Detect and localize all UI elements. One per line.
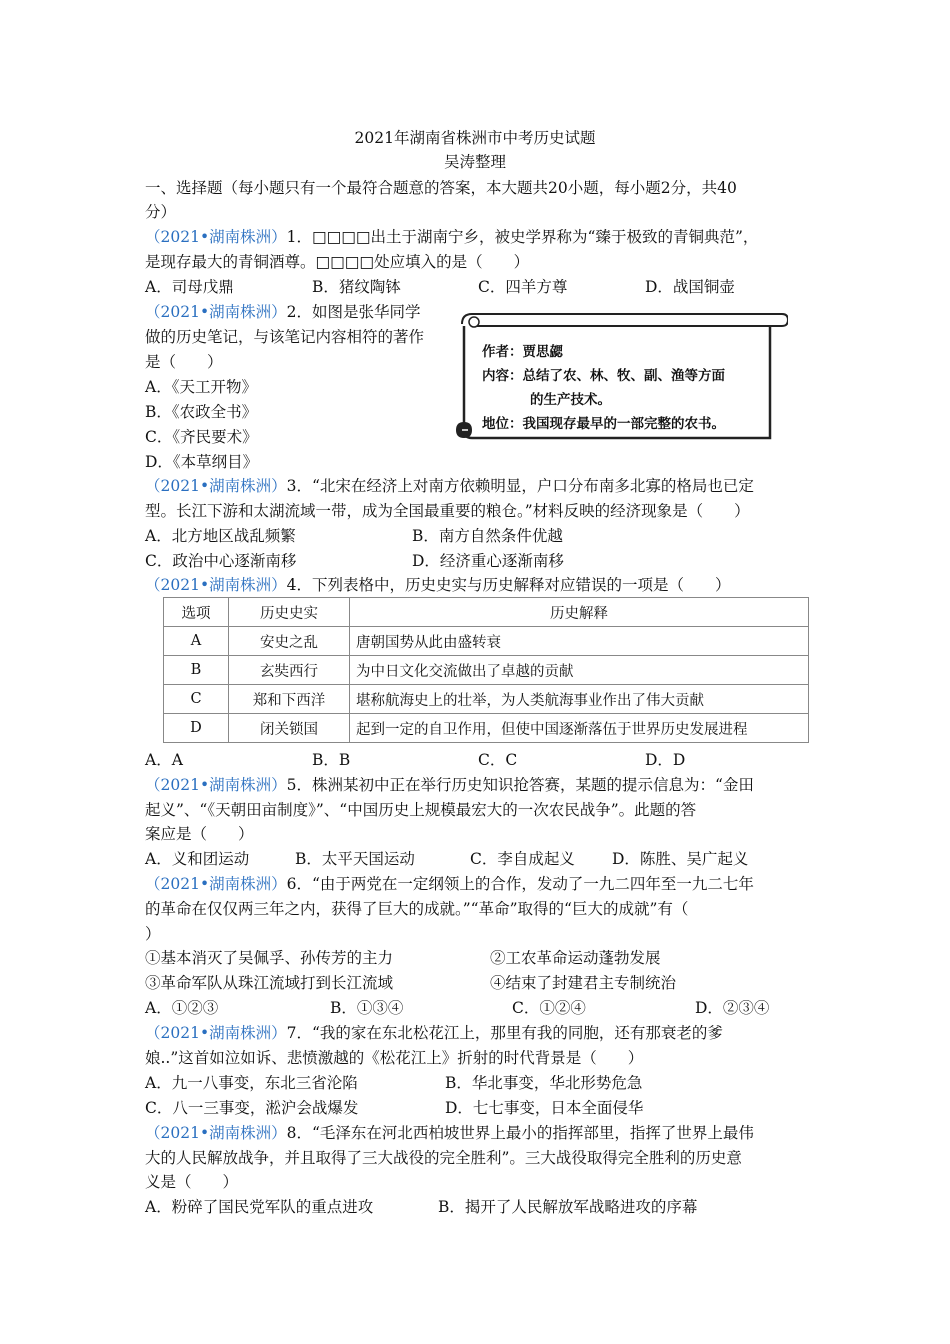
source-tag: （2021•湖南株洲） (145, 303, 287, 321)
page-title: 2021年湖南省株洲市中考历史试题 (354, 129, 596, 147)
q5-option-a: A．义和团运动 (145, 850, 250, 868)
q1-option-d: D．战国铜壶 (645, 278, 735, 296)
history-note-card (452, 310, 788, 440)
question-3 (145, 474, 815, 498)
q8-option-a: A．粉碎了国民党军队的重点进攻 (145, 1198, 374, 1216)
q7-option-c: C．八一三事变，淞沪会战爆发 (145, 1099, 359, 1117)
table-cell: D (164, 714, 229, 743)
table-cell: 玄奘西行 (229, 656, 350, 685)
table-row (164, 714, 809, 743)
section-heading-cont: 分） (145, 203, 177, 221)
table-cell: 安史之乱 (229, 627, 350, 656)
card-author: 作者：贾思勰 (482, 344, 563, 360)
q4-option-c: C．C (478, 751, 518, 769)
question-2-text-cont: 是（ ） (145, 353, 223, 371)
card-content: 内容：总结了农、林、牧、副、渔等方面 (482, 368, 725, 384)
history-table (163, 597, 809, 743)
source-tag: （2021•湖南株洲） (145, 875, 287, 893)
table-cell: 堪称航海史上的壮举，为人类航海事业作出了伟大贡献 (350, 685, 809, 714)
source-tag: （2021•湖南株洲） (145, 1124, 287, 1142)
table-cell: 起到一定的自卫作用，但使中国逐渐落伍于世界历史发展进程 (350, 714, 809, 743)
q2-option-b: B．《农政全书》 (145, 403, 258, 421)
q4-option-b: B．B (312, 751, 351, 769)
q8-option-b: B．揭开了人民解放军战略进攻的序幕 (438, 1198, 698, 1216)
question-7-text-cont: 娘..”这首如泣如诉、悲愤激越的《松花江上》折射的时代背景是（ ） (145, 1049, 644, 1067)
question-6-text: 6．“由于两党在一定纲领上的合作，发动了一九二四年至一九二七年 (286, 875, 754, 893)
table-row (164, 685, 809, 714)
source-tag: （2021•湖南株洲） (145, 776, 287, 794)
q7-option-d: D．七七事变，日本全面侵华 (445, 1099, 644, 1117)
q6-statement-2: ②工农革命运动蓬勃发展 (490, 949, 661, 967)
q6-statement-3: ③革命军队从珠江流域打到长江流域 (145, 974, 394, 992)
question-6-text-cont: ） (145, 925, 161, 943)
table-cell: 闭关锁国 (229, 714, 350, 743)
q7-option-b: B．华北事变，华北形势危急 (445, 1074, 643, 1092)
q1-option-a: A．司母戊鼎 (145, 278, 234, 296)
question-5 (145, 773, 815, 797)
source-tag: （2021•湖南株洲） (145, 1024, 287, 1042)
question-1-text: 1．□□□□出土于湖南宁乡，被史学界称为“臻于极致的青铜典范”， (286, 228, 759, 246)
q7-option-a: A．九一八事变，东北三省沦陷 (145, 1074, 358, 1092)
table-cell: 郑和下西洋 (229, 685, 350, 714)
table-cell: B (164, 656, 229, 685)
q3-option-b: B．南方自然条件优越 (412, 527, 563, 545)
question-2 (145, 300, 455, 324)
table-row (164, 627, 809, 656)
question-2-text: 2．如图是张华同学 (286, 303, 421, 321)
q2-option-c: C．《齐民要术》 (145, 428, 258, 446)
q6-option-a: A．①②③ (145, 999, 219, 1017)
question-5-text: 5．株洲某初中正在举行历史知识抢答赛，某题的提示信息为：“金田 (286, 776, 754, 794)
table-row (164, 656, 809, 685)
question-6-text-cont: 的革命在仅仅两三年之内，获得了巨大的成就。”“革命”取得的“巨大的成就”有（ (145, 900, 689, 918)
source-tag: （2021•湖南株洲） (145, 477, 287, 495)
q3-option-d: D．经济重心逐渐南移 (412, 552, 564, 570)
q4-option-d: D．D (645, 751, 686, 769)
question-8-text: 8．“毛泽东在河北西柏坡世界上最小的指挥部里，指挥了世界上最伟 (286, 1124, 754, 1142)
q4-option-a: A．A (145, 751, 183, 769)
table-cell: 为中日文化交流做出了卓越的贡献 (350, 656, 809, 685)
table-cell: A (164, 627, 229, 656)
question-8-text-cont: 大的人民解放战争，并且取得了三大战役的完全胜利”。三大战役取得完全胜利的历史意 (145, 1149, 742, 1167)
card-content-cont: 的生产技术。 (530, 392, 611, 408)
q3-option-a: A．北方地区战乱频繁 (145, 527, 296, 545)
q6-option-d: D．②③④ (695, 999, 770, 1017)
source-tag: （2021•湖南株洲） (145, 576, 287, 594)
table-header-row (164, 598, 809, 627)
table-cell: 唐朝国势从此由盛转衰 (350, 627, 809, 656)
q3-option-c: C．政治中心逐渐南移 (145, 552, 297, 570)
question-4-text: 4．下列表格中，历史史实与历史解释对应错误的一项是（ ） (286, 576, 731, 594)
q5-option-c: C．李自成起义 (470, 850, 575, 868)
card-status: 地位：我国现存最早的一部完整的农书。 (482, 416, 725, 432)
q2-option-d: D．《本草纲目》 (145, 453, 259, 471)
question-1-text-cont: 是现存最大的青铜酒尊。□□□□处应填入的是（ ） (145, 253, 530, 271)
question-7-text: 7．“我的家在东北松花江上，那里有我的同胞，还有那衰老的爹 (286, 1024, 723, 1042)
question-3-text-cont: 型。长江下游和太湖流域一带，成为全国最重要的粮仓。”材料反映的经济现象是（ ） (145, 502, 750, 520)
table-header: 选项 (164, 598, 229, 627)
question-8 (145, 1121, 815, 1145)
table-header: 历史解释 (350, 598, 809, 627)
q6-statement-1: ①基本消灭了吴佩孚、孙传芳的主力 (145, 949, 394, 967)
question-2-text-cont: 做的历史笔记，与该笔记内容相符的著作 (145, 328, 425, 346)
question-1 (145, 225, 815, 249)
q5-option-b: B．太平天国运动 (295, 850, 415, 868)
question-5-text-cont: 起义”、“《天朝田亩制度》”、“中国历史上规模最宏大的一次农民战争”。此题的答 (145, 801, 697, 819)
q6-option-b: B．①③④ (330, 999, 404, 1017)
page-author: 吴涛整理 (443, 153, 506, 171)
section-heading: 一、选择题（每小题只有一个最符合题意的答案，本大题共20小题，每小题2分，共40 (145, 179, 737, 197)
q1-option-c: C．四羊方尊 (478, 278, 568, 296)
question-6 (145, 872, 815, 896)
question-8-text-cont: 义是（ ） (145, 1173, 239, 1191)
question-5-text-cont: 案应是（ ） (145, 825, 254, 843)
question-3-text: 3．“北宋在经济上对南方依赖明显，户口分布南多北寡的格局也已定 (286, 477, 754, 495)
q6-option-c: C．①②④ (512, 999, 586, 1017)
q5-option-d: D．陈胜、吴广起义 (612, 850, 749, 868)
table-header: 历史史实 (229, 598, 350, 627)
q2-option-a: A．《天工开物》 (145, 378, 257, 396)
q1-option-b: B．猪纹陶钵 (312, 278, 401, 296)
q6-statement-4: ④结束了封建君主专制统治 (490, 974, 677, 992)
source-tag: （2021•湖南株洲） (145, 228, 287, 246)
question-7 (145, 1021, 815, 1045)
table-cell: C (164, 685, 229, 714)
question-4 (145, 573, 815, 597)
